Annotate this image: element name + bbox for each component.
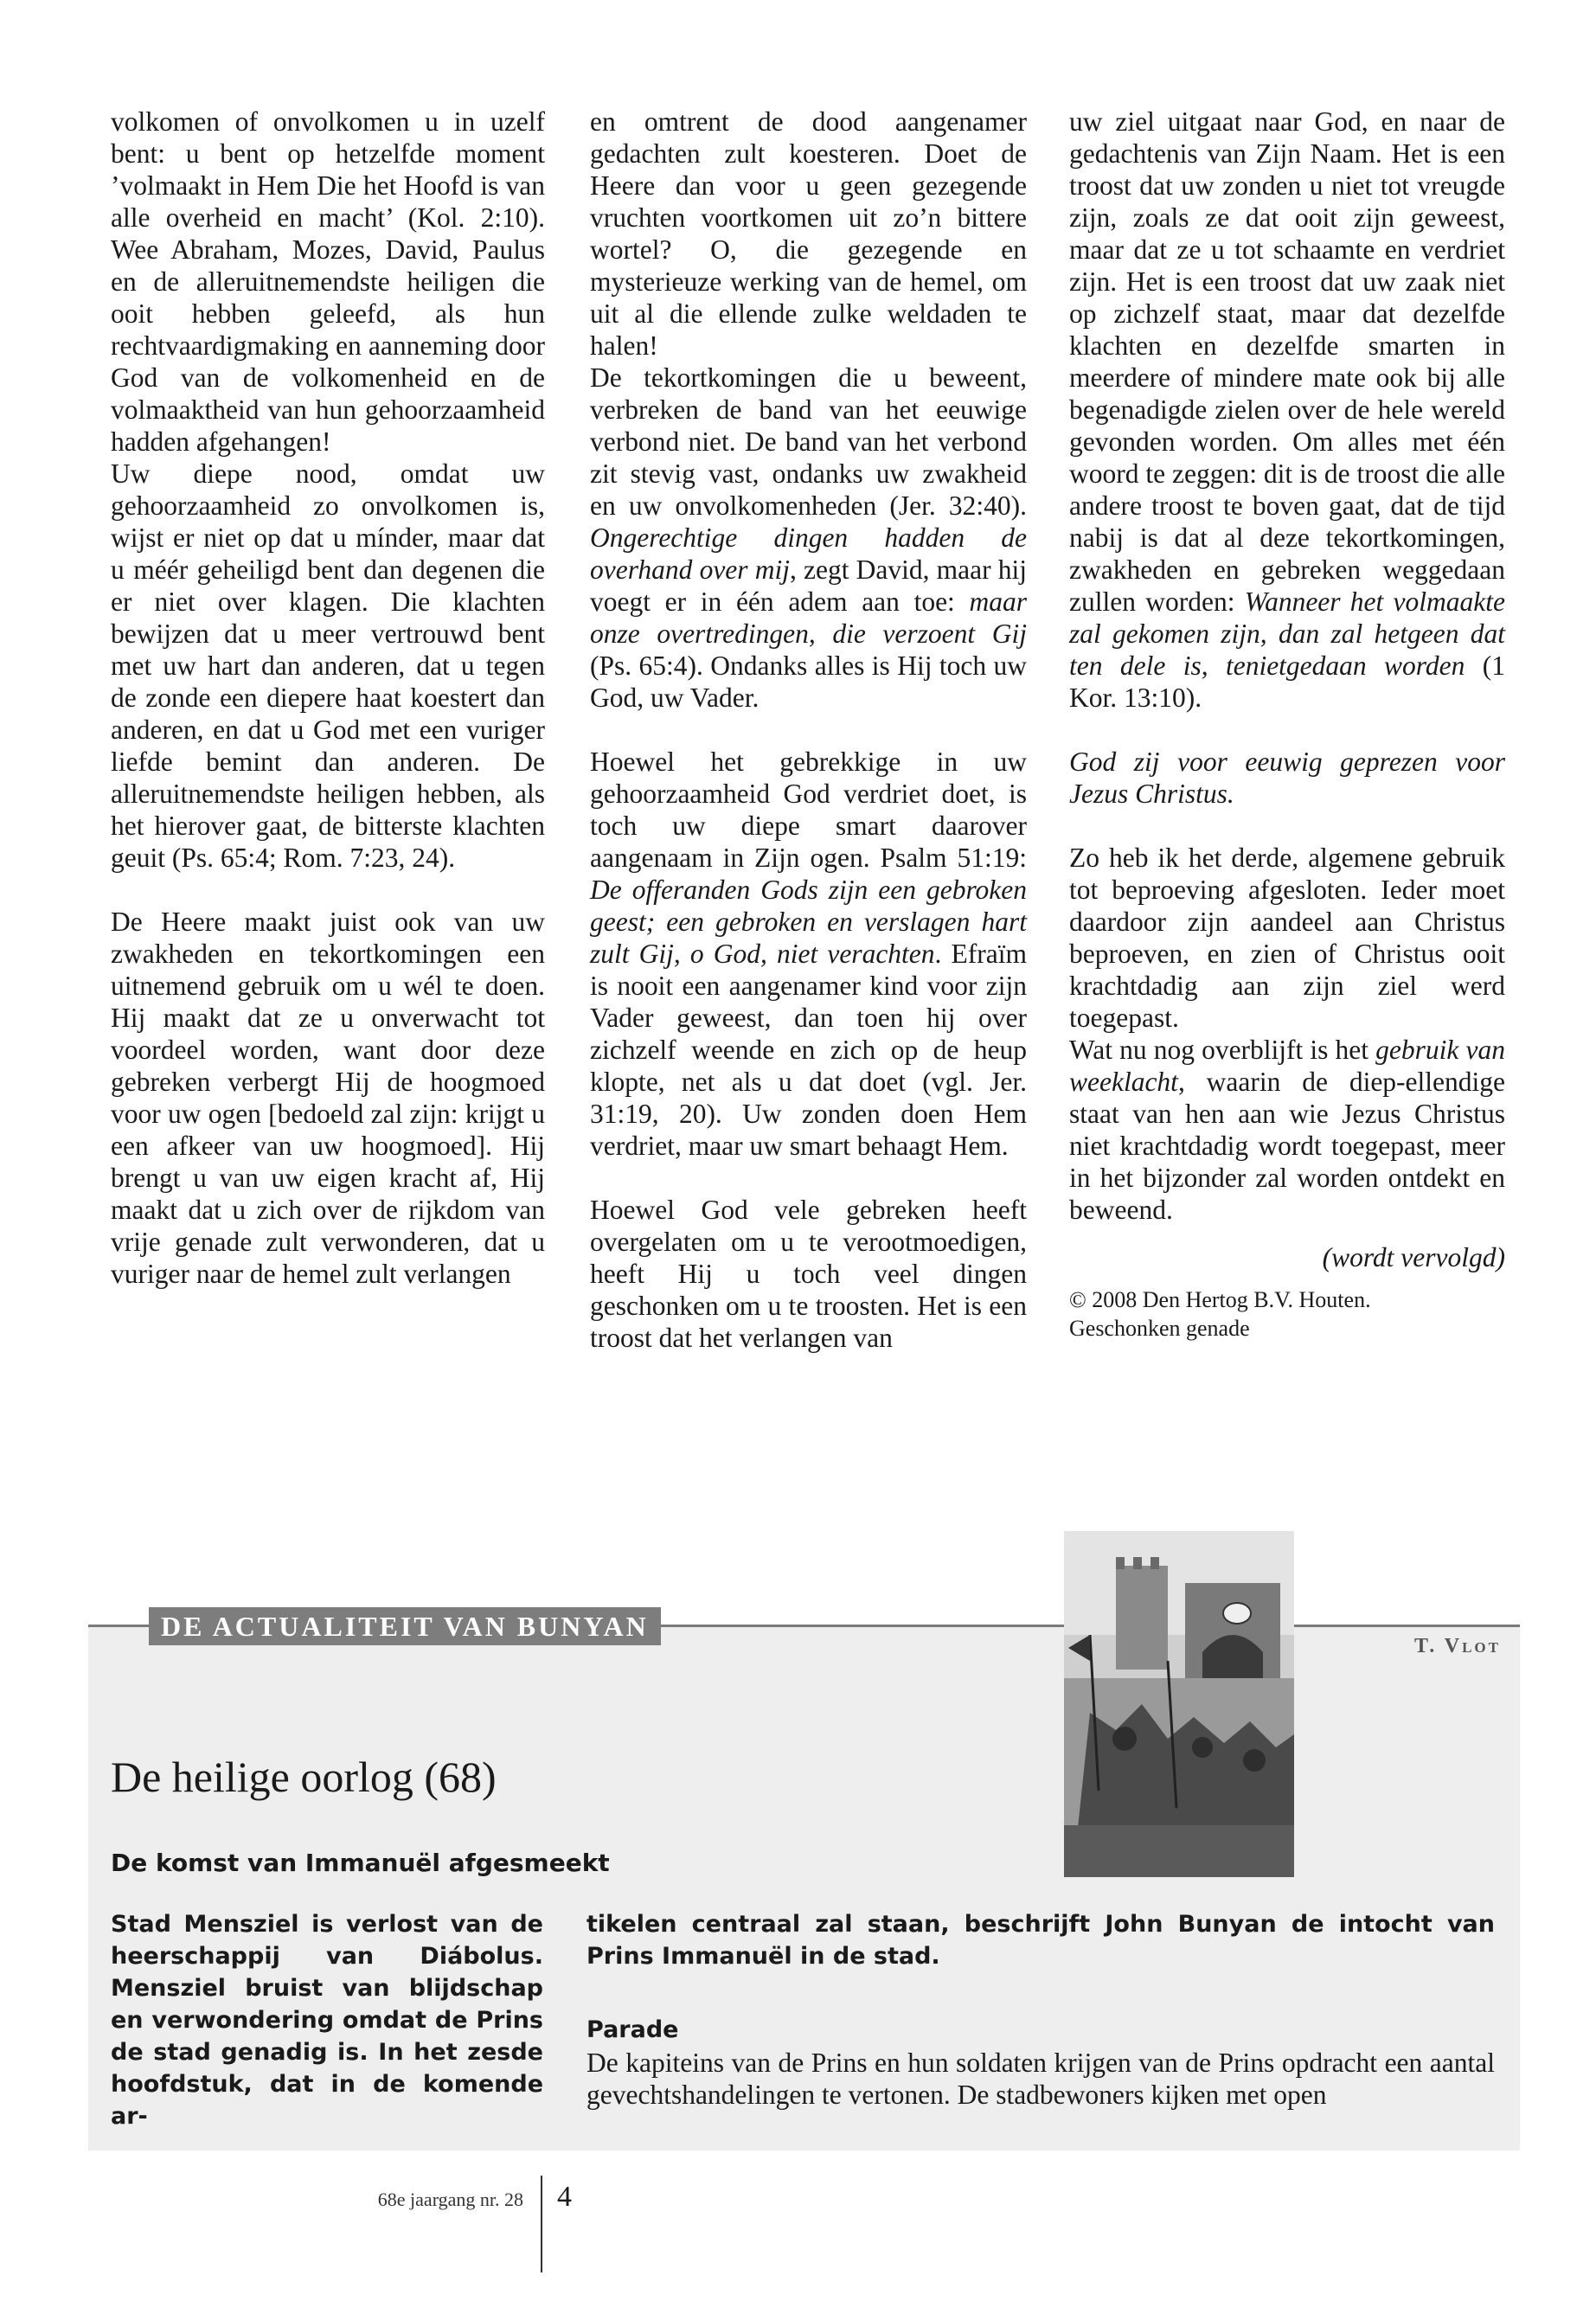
author-name: T. Vlot [1413, 1635, 1501, 1657]
text-run: . Efraïm is nooit een aangenamer kind voor zijn Vader geweest, dan toen hij over zichzelf weende en zich op de heup klopte, net als u dat doet (vgl. Jer. 31:19, 20). Uw zonden doen Hem verdriet, maar uw smart behaagt Hem. [590, 939, 1027, 1161]
italic-quote: Ongerechtige dingen hadden de overhand over mij [590, 522, 1027, 585]
italic-quote: De offeranden Gods zijn een gebroken geest; een gebroken en verslagen hart zult Gij, o God, niet verachten [590, 875, 1027, 969]
text-run: De tekortkomingen die u beweent, verbreken de band van het eeuwige verbond niet. De band van het verbond zit stevig vast, ondanks uw zwakheid en uw onvolkomenheden (Jer. 32:40). [590, 362, 1027, 521]
italic-term: gebruik van weeklacht [1069, 1035, 1505, 1097]
text-run: uw ziel uitgaat naar God, en naar de gedachtenis van Zijn Naam. Het is een troost dat uw zonden u niet tot vreugde zijn, zoals ze dat ooit zijn geweest, maar dat ze u tot schaamte en verdriet zijn. Het is een troost dat uw zaak niet op zichzelf staat, maar dat dezelfde klachten en dezelfde smarten in meerdere of mindere mate ook bij alle begenadigde zielen over de hele wereld gevonden worden. Om alles met één woord te zeggen: dit is de troost die alle andere troost te boven gaat, dat de tijd nabij is dat al deze tekortkomingen, zwakheden en gebreken weggedaan zullen worden: [1069, 106, 1505, 617]
continued-text: (wordt vervolgd) [1322, 1242, 1505, 1272]
col3-paragraph-4 [1069, 1034, 1505, 1226]
copyright-line: © 2008 Den Hertog B.V. Houten. [1069, 1287, 1371, 1312]
text-run: (Ps. 65:4). Ondanks alles is Hij toch uw God, uw Vader. [590, 651, 1027, 713]
engraving-illustration [1064, 1531, 1294, 1877]
section-label: DE ACTUALITEIT VAN BUNYAN [149, 1607, 661, 1645]
parade-heading: Parade [586, 2016, 679, 2043]
text-run: Wat nu nog overblijft is het [1069, 1035, 1376, 1065]
col1-paragraph-2: Uw diepe nood, omdat uw gehoorzaamheid zo onvolkomen is, wijst er niet op dat u mínder, maar dat u méér geheiligd bent dan degenen die er niet over klagen. Die klachten bewijzen dat u meer vertrouwd bent met uw hart dan anderen, dat u tegen de zonde een diepere haat koestert dan anderen, en dat u God met een vuriger liefde bemint dan anderen. De alleruitnemendste heiligen hebben, als het hierover gaat, de bitterste klachten geuit (Ps. 65:4; Rom. 7:23, 24). [111, 458, 545, 873]
intro-text-left: Stad Mensziel is verlost van de heerschappij van Diábolus. Mensziel bruist van blijdschap en verwondering omdat de Prins de stad genadig is. In het zesde hoofdstuk, dat in de komende ar- [111, 1911, 543, 2130]
col3-paragraph-3: Zo heb ik het derde, algemene gebruik tot beproeving afgesloten. Ieder moet daardoor zijn aandeel aan Christus beproeven, en zien of Christus ooit krachtdadig aan zijn ziel werd toegepast. [1069, 843, 1505, 1033]
italic-text: God zij voor eeuwig geprezen voor [1069, 747, 1505, 777]
text-run: , zegt David, maar hij voegt er in één adem aan toe: [590, 554, 1028, 617]
italic-text: . [1227, 779, 1234, 809]
text-run: , waarin de diep-ellendige staat van hen aan wie Jezus Christus niet krachtdadig wordt toegepast, meer in het bijzonder zal worden ontdekt en beweend. [1069, 1067, 1505, 1225]
page-number: 4 [557, 2181, 572, 2213]
footer-divider [541, 2176, 542, 2272]
col3-paragraph-1 [1069, 106, 1505, 714]
article-subtitle: De komst van Immanuël afgesmeekt [111, 1849, 610, 1877]
col2-paragraph-2 [590, 362, 1027, 714]
col2-paragraph-3 [590, 746, 1027, 1162]
column-3 [1069, 106, 1505, 1343]
article-title: De heilige oorlog (68) [111, 1752, 497, 1801]
copyright-note [1069, 1285, 1505, 1343]
text-run: Hoewel het gebrekkige in uw gehoorzaamheid God verdriet doet, is toch uw diepe smart daarover aangenaam in Zijn ogen. Psalm 51:19: [590, 747, 1027, 873]
col2-paragraph-1: en omtrent de dood aangenamer gedachten zult koesteren. Doet de Heere dan voor u geen gezegende vruchten voortkomen uit zo’n bittere wortel? O, die gezegende en mysterieuze werking van de hemel, om uit al die ellende zulke weldaden te halen! [590, 106, 1027, 361]
intro-text-right: tikelen centraal zal staan, beschrijft John Bunyan de intocht van Prins Immanuël in de stad. [586, 1911, 1495, 1970]
col2-paragraph-4: Hoewel God vele gebreken heeft overgelaten om u te verootmoedigen, heeft Hij u toch veel dingen geschonken om u te troosten. Het is een troost dat het verlangen van [590, 1195, 1027, 1353]
italic-text: Jezus Christus [1069, 779, 1227, 809]
col1-paragraph-1: volkomen of onvolkomen u in uzelf bent: u bent op hetzelfde moment ’volmaakt in Hem Die het Hoofd is van alle overheid en macht’ (Kol. 2:10). Wee Abraham, Mozes, David, Paulus en de alleruitnemendste heiligen die ooit hebben geleefd, als hun rechtvaardigmaking en aanneming door God van de volkomenheid en de volmaaktheid van hun gehoorzaamheid hadden afgehangen! [111, 106, 545, 457]
italic-quote: Wanneer het volmaakte zal gekomen zijn, dan zal hetgeen dat ten dele is, tenietgedaan worden [1069, 586, 1505, 681]
issue-info: 68e jaargang nr. 28 [377, 2189, 523, 2210]
col3-paragraph-2 [1069, 746, 1505, 810]
col1-paragraph-3: De Heere maakt juist ook van uw zwakheden en tekortkomingen een uitnemend gebruik om u wél te doen. Hij maakt dat ze u onverwacht tot voordeel worden, want door deze gebreken verbergt Hij de hoogmoed voor uw ogen [bedoeld zal zijn: krijgt u een afkeer van uw hoogmoed]. Hij brengt u van uw eigen kracht af, Hij maakt dat u zich over de rijkdom van vrije genade zult verwonderen, dat u vuriger naar de hemel zult verlangen [111, 907, 545, 1289]
continued-note [1069, 1241, 1505, 1273]
column-2 [590, 106, 1027, 1354]
italic-quote: maar onze overtredingen, die verzoent Gij [590, 586, 1027, 649]
text-run: (1 Kor. 13:10). [1069, 651, 1505, 713]
parade-paragraph: De kapiteins van de Prins en hun soldaten krijgen van de Prins opdracht een aantal gevechtshandelingen te vertonen. De stadbewoners kijken met open [586, 2048, 1495, 2110]
source-title: Geschonken genade [1069, 1316, 1250, 1341]
column-1 [111, 106, 545, 1290]
